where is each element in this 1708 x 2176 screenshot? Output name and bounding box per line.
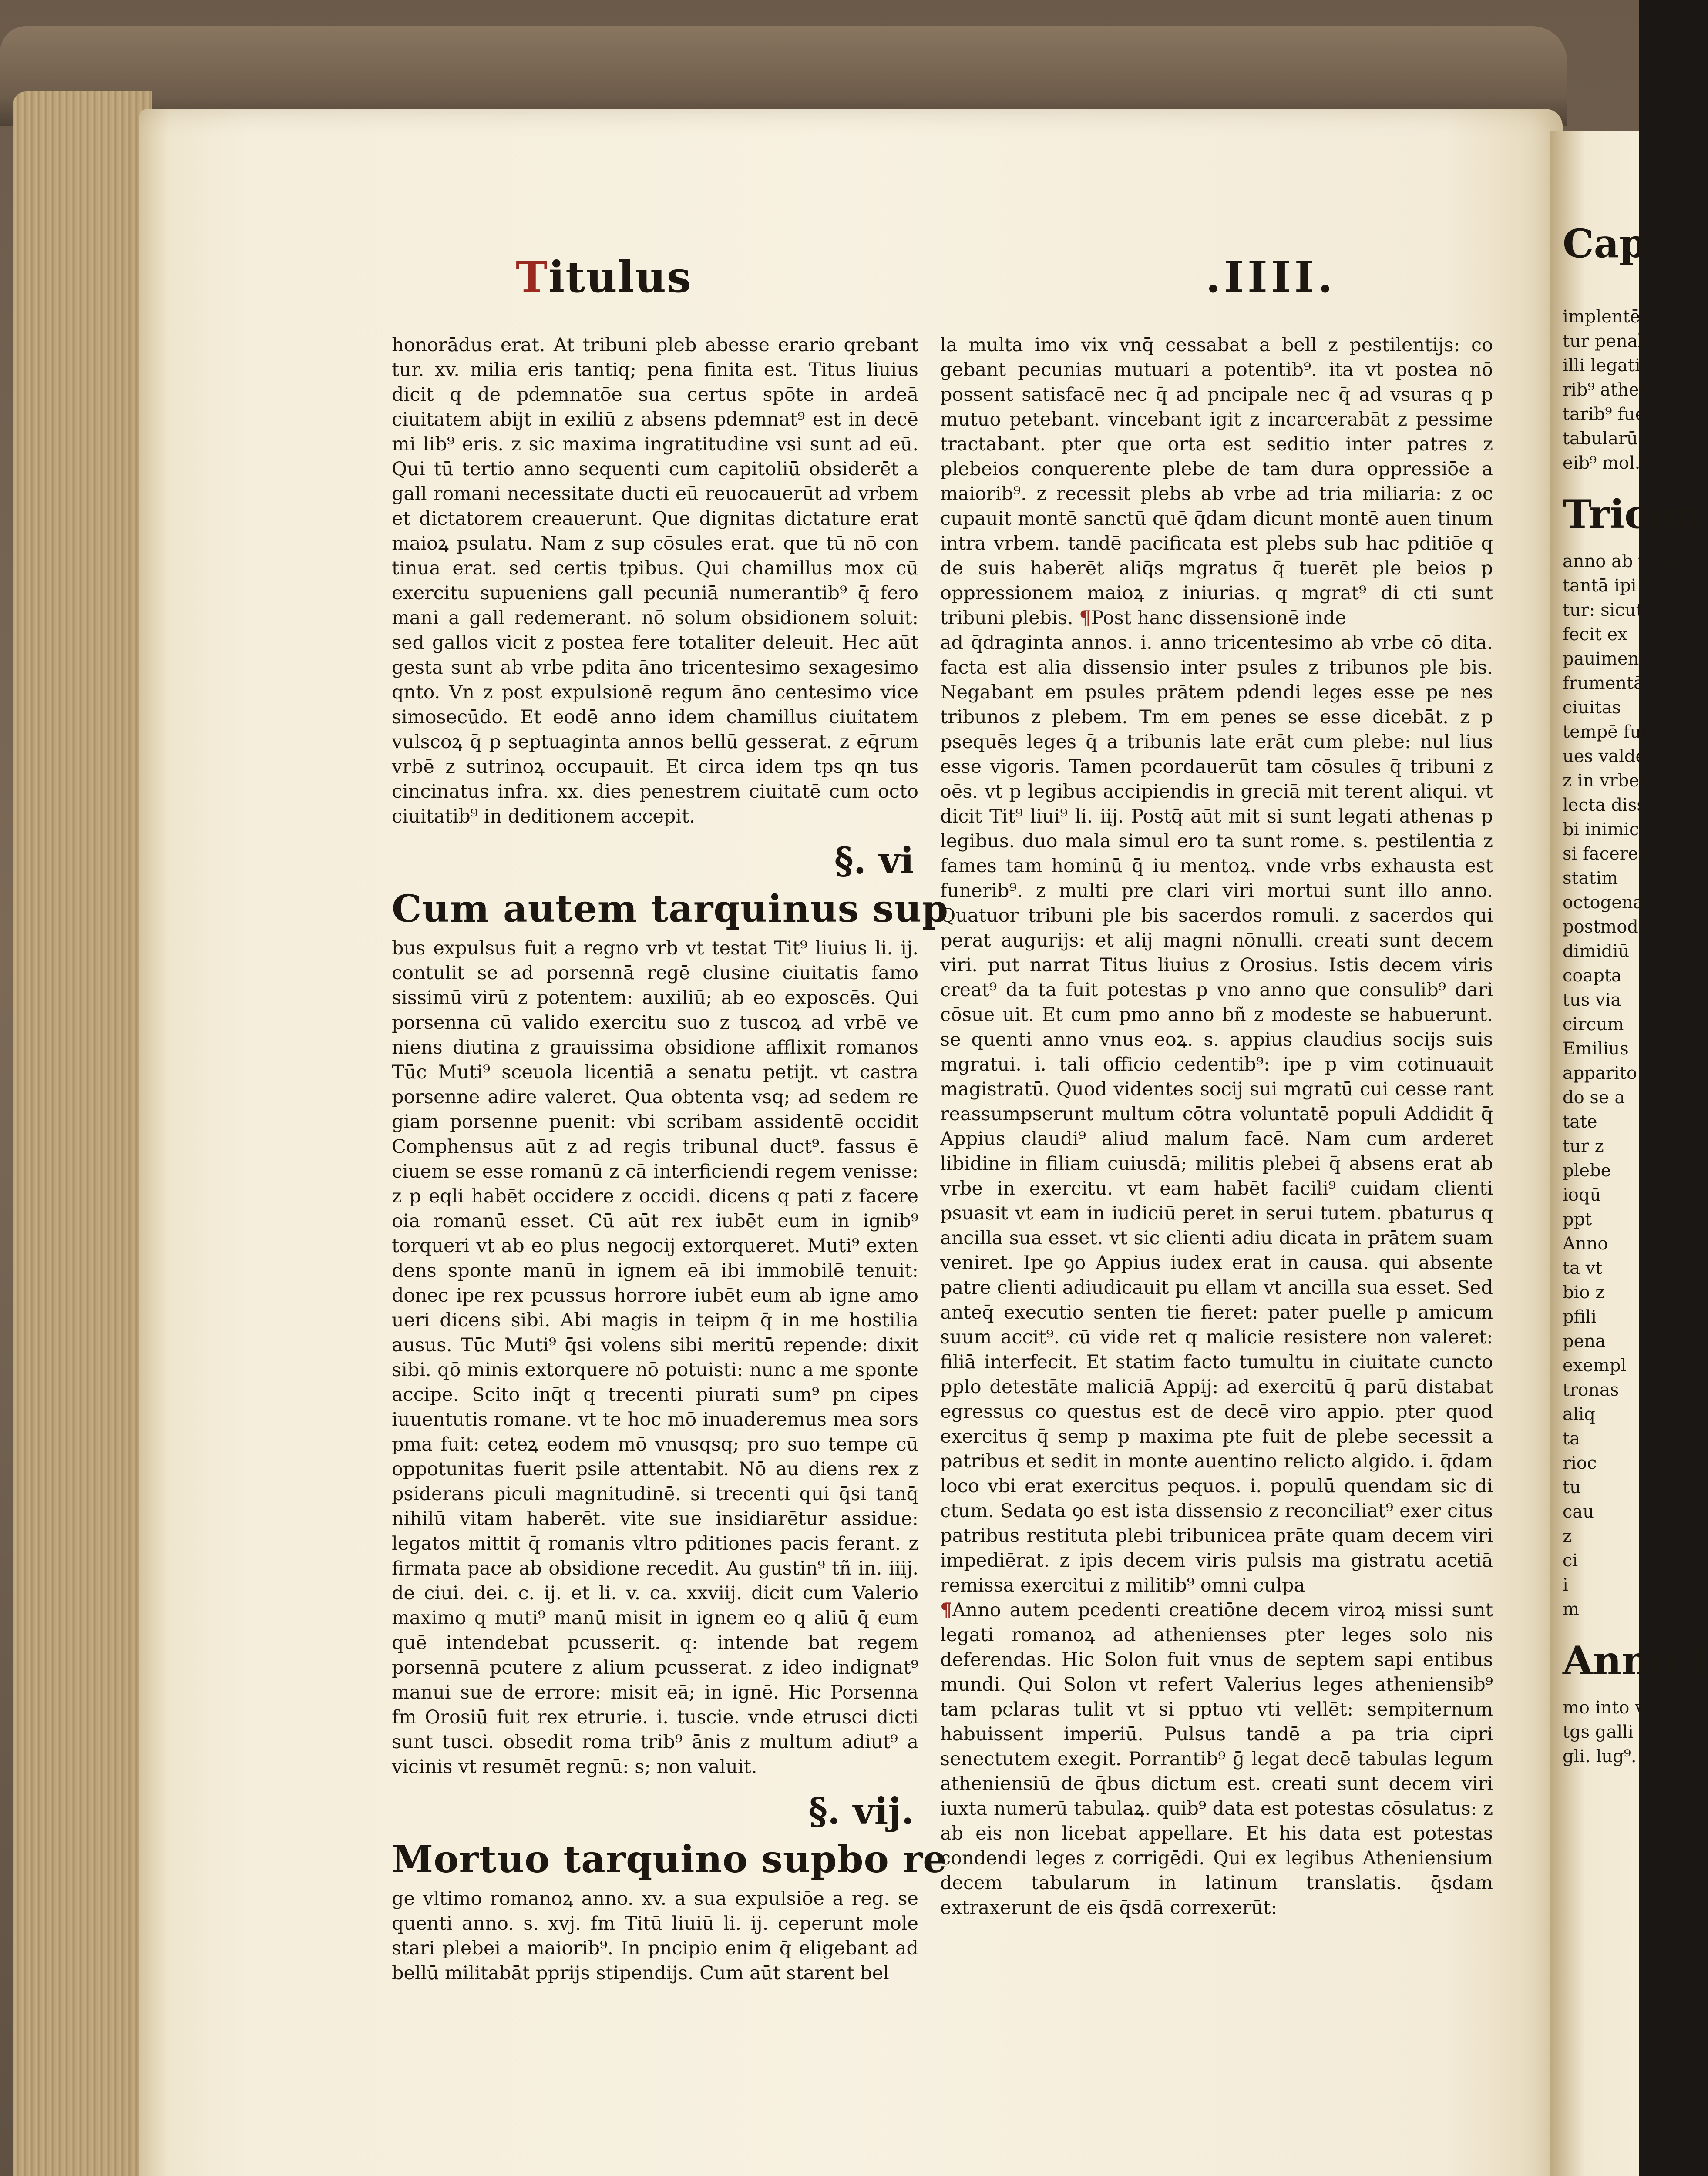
- next-page-line: tu: [1563, 1478, 1581, 1498]
- right-paragraph-1: [940, 333, 1493, 631]
- next-page-line: dimidiū: [1563, 941, 1630, 961]
- left-paragraph-2: bus expulsus fuit a regno vrb vt testat Tit⁹ liuius li. ij. contulit se ad porsennā regē clusine ciuitatis famo sissimū virū z potentem: auxiliū; ab eo exposcēs. Qui porsenna cū valido exercitu suo z tuscoꝝ ad vrbē ve niens diutina z grauissima obsidione afflixit romanos Tūc Muti⁹ sceuola licentiā a senatu petijt. vt castra porsenne adire valeret. Qua obtenta vsq; ad sedem re giam porsenne puenit: vbi scribam assidentē occidit Comphensus aūt z ad regis tribunal duct⁹. fassus ē ciuem se esse romanū z cā interficiendi regem venisse: z p eqli habēt occidere z occidi. dicens q pati z facere oia romanū esset. Cū aūt rex iubēt eum in ignib⁹ torqueri vt ab eo plus negocij extorqueret. Muti⁹ exten dens sponte manū in ignem eā ibi immobilē tenuit: donec ipe rex pcussus horrore iubēt eum ab igne amo ueri dicens sibi. Abi magis in teipm q̄ in me hostilia ausus. Tūc Muti⁹ q̄si volens sibi meritū repende: dixit sibi. qō minis extorquere nō potuisti: nunc a me sponte accipe. Scito inq̄t q trecenti piurati sum⁹ pn cipes iuuentutis romane. vt te hoc mō inuaderemus mea sors pma fuit: ceteꝝ eodem mō vnusqsq; pro suo tempe cū oppotunitas fuerit psile attentabit. Nō au diens rex z psiderans piculi magnitudinē. si trecenti qui q̄si tanq̄ nihilū vitam haberēt. vite sue insidiarētur assidue: legatos mittit q̄ romanis vltro pditiones pacis ferant. z firmata pace ab obsidione recedit. Au gustin⁹ tñ in. iiij. de ciui. dei. c. ij. et li. v. ca. xxviij. dicit cum Valerio maximo q muti⁹ manū misit in ignem eo q aliū q̄ eum quē intendebat pcusserit. q: intende bat regem porsennā pcutere z alium pcusserat. z ideo indignat⁹ manui sue de errore: misit eā; in ignē. Hic Porsenna fm Orosiū fuit rex etrurie. i. tuscie. vnde etrusci dicti sunt tusci. obsedit roma trib⁹ ānis z multum adiut⁹ a vicinis vt resumēt regnū: s; non valuit.: [392, 937, 918, 1778]
- next-page-line: tur z: [1563, 1136, 1604, 1156]
- next-page-line: illi legati ro: [1563, 356, 1665, 376]
- next-page-line: rib⁹ athenie: [1563, 380, 1666, 400]
- lead-line-vii: Mortuo tarquino supbo re: [392, 1837, 947, 1881]
- running-head-rest: itulus: [548, 252, 692, 302]
- next-page-line: pauimentē: [1563, 649, 1657, 669]
- next-page-line: bi inimic: [1563, 819, 1639, 840]
- next-page-line: tur penalis: [1563, 331, 1658, 351]
- running-head-initial: T: [516, 252, 548, 302]
- next-page-line: statim: [1563, 868, 1618, 888]
- next-page-line: z in vrbem: [1563, 771, 1656, 791]
- right-paragraph-1-text: la multa imo vix vnq̄ cessabat a bell z pestilentijs: co gebant pecunias mutuari a potentib⁹. ita vt postea nō possent satisfacē nec q̄ ad pncipale nec q̄ ad vsuras q p mutuo petebant. vincebant igit z incarcerabāt z pessime tractabant. pter que orta est seditio inter patres z plebeios conquerente plebe de tam dura oppressiōe a maiorib⁹. z recessit plebs ab vrbe ad tria miliaria: z oc cupauit montē sanctū quē q̄dam dicunt montē auen tinum intra vrbem. tandē pacificata est plebs sub hac pditiōe q de suis haberēt aliq̄s mgratus q̄ tuerēt ple beios p oppressionem maioꝝ z iniurias. q mgrat⁹ di cti sunt tribuni plebis.: [940, 334, 1493, 629]
- next-page-line: m: [1563, 1599, 1579, 1619]
- next-page-line: gli. lug⁹. in. i: [1563, 1746, 1676, 1766]
- next-page-line: frumentā: [1563, 673, 1644, 693]
- next-page-line: ciuitas: [1563, 698, 1621, 718]
- section-mark-vii: §. vij.: [808, 1790, 914, 1833]
- right-paragraph-3-rubric: Anno autem pcedenti creatiōne decem viroꝝ missi: [952, 1599, 1443, 1621]
- next-page-line: plebe: [1563, 1161, 1611, 1181]
- next-page-line: tempē fuit: [1563, 722, 1654, 742]
- left-paragraph-3: ge vltimo romanoꝝ anno. xv. a sua expulsiōe a reg. se quenti anno. s. xvj. fm Titū liuiū li. ij. ceperunt mole stari plebei a maiorib⁹. In pncipio enim q̄ eligebant ad bellū militabāt pprijs stipendijs. Cum aūt starent bel: [392, 1888, 918, 1984]
- section-mark-vi: §. vi: [834, 839, 914, 882]
- next-page-line: cau: [1563, 1502, 1594, 1522]
- page-edge: [13, 91, 152, 2176]
- right-paragraph-3: [940, 1598, 1493, 1921]
- right-paragraph-1-rubric: Post hanc dissensionē inde: [1091, 607, 1347, 629]
- left-paragraph-1: honorādus erat. At tribuni pleb abesse erario qrebant tur. xv. milia eris tantiq; pena finita est. Titus liuius dicit q de pdemnatōe sua certus spōte in ardeā ciuitatem abijt in exiliū z absens pdemnat⁹ est in decē mi lib⁹ eris. z sic maxima ingratitudine vsi sunt ad eū. Qui tū tertio anno sequenti cum capitoliū obsiderēt a gall romani necessitate ducti eū reuocauerūt ad vrbem et dictatorem creauerunt. Que dignitas dictature erat maioꝝ psulatu. Nam z sup cōsules erat. que tū nō con tinua erat. sed certis tpibus. Qui chamillus mox cū exercitu supueniens gall pecuniā numerantib⁹ q̄ fero mani a gall redemerant. nō solum obsidionem soluit: sed gallos vicit z postea fere totaliter deleuit. Hec aūt gesta sunt ab vrbe pdita āno tricentesimo sexagesimo qnto. Vn z post expulsionē regum āno centesimo vice simosecūdo. Et eodē anno idem chamillus ciuitatem vulscoꝝ q̄ p septuaginta annos bellū gesserat. z eq̄rum vrbē z sutrinoꝝ occupauit. Et circa idem tps qn tus cincinatus infra. xx. dies penestrem ciuitatē cum octo ciuitatib⁹ in deditionem accepit.: [392, 334, 918, 827]
- next-page-lead: Tricen: [1563, 491, 1702, 537]
- next-page-line: fecit ex: [1563, 625, 1627, 645]
- next-page-line: postmodū: [1563, 917, 1650, 937]
- next-page-line: octogenari: [1563, 893, 1658, 913]
- next-page-lead-2: Anno t: [1563, 1638, 1708, 1684]
- right-paragraph-2: ad q̄draginta annos. i. anno tricentesimo ab vrbe cō dita. facta est alia dissensio inter psules z tribunos ple bis. Negabant em psules prātem pdendi leges esse pe nes tribunos z plebem. Tm em penes se esse dicebāt. z p psequēs leges q̄ a tribunis late erāt cum plebe: nul lius esse vigoris. Tamen pcordauerūt tam cōsules q̄ tribuni z oēs. vt p legibus accipiendis in greciā mit terent aliqui. vt dicit Tit⁹ liui⁹ li. iij. Postq̄ aūt mit si sunt legati athenas p legibus. duo mala simul ero ta sunt rome. s. pestilentia z fames tam hominū q̄ iu mentoꝝ. vnde vrbs exhausta est funerib⁹. z multi pre clari viri mortui sunt illo anno. Quatuor tribuni ple bis sacerdos romuli. z sacerdos qui perat augurijs: et alij magni nōnulli. creati sunt decem viri. put narrat Titus liuius z Orosius. Istis decem viris creat⁹ da ta fuit potestas p vno anno que consulib⁹ dari cōsue uit. Et cum pmo anno bñ z modeste se habuerunt. se quenti anno vnus eoꝝ. s. appius claudius socijs suis mgratui. i. tali officio cedentib⁹: ipe p vim cotinuauit magistratū. Quod videntes socij sui mgratū cui cesse rant reassumpserunt multum cōtra voluntatē populi Addidit q̄ Appius claudi⁹ aliud malum facē. Nam cum arderet libidine in filiam cuiusdā; militis plebei q̄ absens erat ab vrbe in exercitu. vt eam habēt facili⁹ cuidam clienti psuasit vt eam in iudiciū peret in serui tutem. pbaturus q ancilla sua esset. vt sic clienti adiu dicata in prātem suam veniret. Ipe ꝯo Appius iudex erat in causa. qui absente patre clienti adiudicauit pu ellam vt ancilla sua esset. Sed anteq̄ executio senten tie fieret: pater puelle p amicum suum accit⁹. cū vide ret q malicie resistere non valeret: filiā interfecit. Et statim facto tumultu in ciuitate cuncto pplo detestāte maliciā Appij: ad exercitū q̄ parū distabat egressus co questus est de decē viro appio. pter quod exercitus q̄ semp p maxima pte fuit de plebe secessit a patribus et sedit in monte auentino relicto algido. i. q̄dam loco vbi erat exercitus pequos. i. populū quendam sic di ctum. Sedata ꝯo est ista dissensio z reconciliat⁹ exer citus patribus restituta plebi tribunicea prāte quam decem viri impediērat. z ipis decem viris pulsis ma gistratu acetiā remissa exercitui z militib⁹ omni culpa: [940, 632, 1493, 1596]
- next-page-line: bio z: [1563, 1283, 1605, 1303]
- next-page-line: implentē vt: [1563, 307, 1663, 327]
- next-page-line: tur: sicut: [1563, 600, 1643, 620]
- next-page-line: pfili: [1563, 1307, 1597, 1327]
- lead-line-vi: Cum autem tarquinus sup: [392, 887, 949, 931]
- next-page-line: aliq: [1563, 1404, 1596, 1424]
- next-page-line: ta vt: [1563, 1258, 1603, 1278]
- next-page-line: Anno: [1563, 1234, 1608, 1254]
- next-page-line: ppt: [1563, 1209, 1592, 1229]
- next-page-line: tabularū. z i: [1563, 429, 1669, 449]
- next-page-line: lecta diss: [1563, 795, 1646, 815]
- next-page-line: ci: [1563, 1551, 1578, 1571]
- right-paragraph-3-text: sunt legati romanoꝝ ad athenienses pter leges solo nis deferendas. Hic Solon fuit vnus de septem sapi entibus mundi. Qui Solon vt refert Valerius leges atheniensib⁹ tam pclaras tulit vt si pptuo vti vellēt: sempiternum habuissent imperiū. Pulsus tandē a pa tria cipri senectutem exegit. Porrantib⁹ ḡ legat decē tabulas legum atheniensiū de q̄bus dictum est. creati sunt decem viri iuxta numerū tabulaꝝ. quib⁹ data est potestas cōsulatus: z ab eis non licebat appellare. Et his data est potestas condendi leges z corrigēdi. Qui ex legibus Atheniensium decem tabularum in latinum translatis. q̄sdam extraxerunt de eis q̄sdā correxerūt:: [940, 1599, 1493, 1919]
- next-page-line: rioc: [1563, 1453, 1597, 1473]
- next-page-line: ues valde: [1563, 746, 1646, 766]
- next-page-line: i: [1563, 1575, 1568, 1595]
- next-page-line: anno ab vrbe: [1563, 551, 1678, 571]
- next-page-line: ta: [1563, 1429, 1580, 1449]
- next-page-line: mo into vege: [1563, 1698, 1677, 1718]
- next-page-line: circum: [1563, 1014, 1624, 1034]
- next-page-line: ioqū: [1563, 1185, 1601, 1205]
- next-page-line: tarib⁹ fuerū: [1563, 404, 1665, 424]
- next-page-line: tantā ipi: [1563, 576, 1637, 596]
- running-head-right: .IIII.: [1206, 252, 1336, 302]
- next-page-line: eib⁹ mol. z: [1563, 453, 1655, 473]
- running-head-left: [516, 252, 692, 302]
- next-page-line: tate: [1563, 1112, 1597, 1132]
- paragraph-mark-1: ¶: [1079, 607, 1091, 629]
- next-page-line: coapta: [1563, 966, 1622, 986]
- right-column: [940, 333, 1493, 1921]
- next-page-line: si facerent: [1563, 844, 1657, 864]
- next-page-line: tus via: [1563, 990, 1621, 1010]
- next-page-line: exempl: [1563, 1356, 1627, 1376]
- next-page-edge: [1550, 131, 1708, 2176]
- next-page-line: Emilius: [1563, 1039, 1629, 1059]
- left-column: [392, 333, 949, 1986]
- next-page-head: Cap: [1563, 221, 1647, 267]
- paragraph-mark-2: ¶: [940, 1599, 952, 1621]
- next-page-line: do se a: [1563, 1088, 1625, 1108]
- next-page-line: tronas: [1563, 1380, 1619, 1400]
- next-page-line: tgs galli fen: [1563, 1722, 1667, 1742]
- next-page-line: apparito: [1563, 1063, 1637, 1083]
- next-page-line: pena: [1563, 1331, 1606, 1351]
- next-page-line: z: [1563, 1526, 1572, 1546]
